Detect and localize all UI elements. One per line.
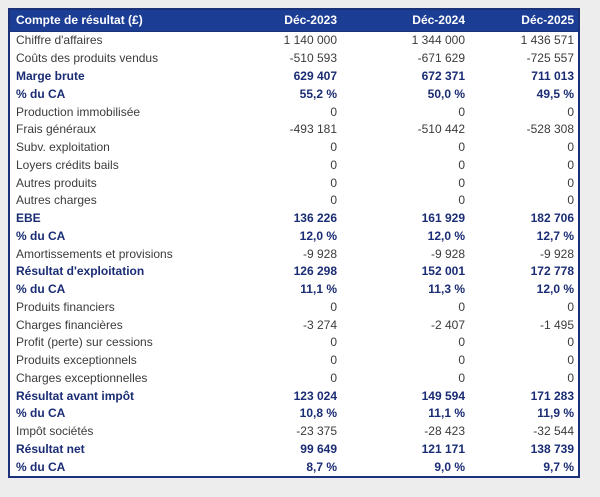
row-value: 1 436 571 xyxy=(520,33,574,48)
row-value: 136 226 xyxy=(293,211,337,226)
row-value: 0 xyxy=(330,353,337,368)
row-value: 11,1 % xyxy=(428,406,465,421)
row-label: % du CA xyxy=(16,282,66,297)
row-value: 629 407 xyxy=(293,69,337,84)
row-value: -23 375 xyxy=(296,424,337,439)
row-value: 0 xyxy=(567,335,574,350)
column-header-dec-2025: Déc-2025 xyxy=(469,9,579,31)
row-value: 50,0 % xyxy=(427,86,465,101)
row-value: 123 024 xyxy=(293,388,337,403)
row-value: 172 778 xyxy=(530,264,574,279)
table-row xyxy=(9,174,579,192)
column-header-dec-2023: Déc-2023 xyxy=(221,9,341,31)
row-value: 0 xyxy=(330,157,337,172)
row-label: Subv. exploitation xyxy=(16,140,110,155)
row-value: 12,0 % xyxy=(427,228,465,243)
table-row xyxy=(9,369,579,387)
row-label: Autres charges xyxy=(16,193,97,208)
row-label: Chiffre d'affaires xyxy=(16,33,103,48)
row-value: -510 442 xyxy=(417,122,465,137)
row-value: 0 xyxy=(567,299,574,314)
row-label: Résultat net xyxy=(16,441,85,456)
row-value: 182 706 xyxy=(530,211,574,226)
table-row xyxy=(9,440,579,458)
row-value: 0 xyxy=(567,157,574,172)
row-value: 0 xyxy=(330,175,337,190)
row-label: Amortissements et provisions xyxy=(16,246,173,261)
row-value: 0 xyxy=(567,104,574,119)
table-row xyxy=(9,262,579,280)
row-value: -32 544 xyxy=(533,424,574,439)
row-value: 0 xyxy=(458,140,465,155)
row-label: % du CA xyxy=(16,406,66,421)
row-value: 1 344 000 xyxy=(411,33,465,48)
row-value: 0 xyxy=(458,370,465,385)
table-row xyxy=(9,85,579,103)
table-row xyxy=(9,103,579,121)
row-label: Produits exceptionnels xyxy=(16,353,137,368)
row-value: -9 928 xyxy=(430,246,465,261)
table-row xyxy=(9,387,579,405)
row-label: Produits financiers xyxy=(16,299,115,314)
table-row xyxy=(9,209,579,227)
row-label: Autres produits xyxy=(16,175,97,190)
row-value: 11,3 % xyxy=(428,282,465,297)
row-label: Charges exceptionnelles xyxy=(16,370,148,385)
row-value: -528 308 xyxy=(526,122,574,137)
header-row xyxy=(9,9,579,31)
table-row xyxy=(9,31,579,49)
row-value: 0 xyxy=(330,370,337,385)
row-value: 11,9 % xyxy=(537,406,574,421)
column-header-dec-2024: Déc-2024 xyxy=(341,9,469,31)
row-label: Production immobilisée xyxy=(16,104,141,119)
row-value: -510 593 xyxy=(289,51,337,66)
row-value: 0 xyxy=(458,353,465,368)
income-statement-table xyxy=(8,8,580,478)
row-value: 10,8 % xyxy=(299,406,337,421)
table-row xyxy=(9,120,579,138)
row-label: % du CA xyxy=(16,459,66,474)
row-value: -2 407 xyxy=(430,317,465,332)
row-value: 171 283 xyxy=(530,388,574,403)
row-value: 672 371 xyxy=(421,69,465,84)
row-value: -671 629 xyxy=(417,51,465,66)
row-value: 12,0 % xyxy=(536,282,574,297)
income-statement-table-container xyxy=(8,8,580,478)
row-value: -725 557 xyxy=(526,51,574,66)
row-label: Loyers crédits bails xyxy=(16,157,119,172)
row-value: 0 xyxy=(458,157,465,172)
table-row xyxy=(9,191,579,209)
table-row xyxy=(9,67,579,85)
row-label: Coûts des produits vendus xyxy=(16,51,159,66)
row-value: 8,7 % xyxy=(306,459,337,474)
row-value: 0 xyxy=(330,140,337,155)
row-value: -3 274 xyxy=(302,317,337,332)
row-label: % du CA xyxy=(16,86,66,101)
row-value: 0 xyxy=(567,353,574,368)
row-value: -28 423 xyxy=(424,424,465,439)
table-row xyxy=(9,245,579,263)
table-row xyxy=(9,227,579,245)
row-value: 0 xyxy=(330,104,337,119)
table-row xyxy=(9,49,579,67)
row-value: 0 xyxy=(458,299,465,314)
row-value: 12,0 % xyxy=(299,228,337,243)
row-value: 12,7 % xyxy=(536,228,574,243)
row-value: 152 001 xyxy=(421,264,465,279)
table-row xyxy=(9,316,579,334)
row-value: 9,7 % xyxy=(543,459,574,474)
row-value: 121 171 xyxy=(421,441,465,456)
row-value: 0 xyxy=(567,140,574,155)
row-label: % du CA xyxy=(16,228,66,243)
row-value: -9 928 xyxy=(302,246,337,261)
row-value: 0 xyxy=(458,104,465,119)
row-value: 0 xyxy=(330,335,337,350)
table-body xyxy=(9,31,579,477)
row-value: 0 xyxy=(567,370,574,385)
row-value: 0 xyxy=(567,193,574,208)
row-value: 0 xyxy=(458,193,465,208)
row-value: 0 xyxy=(567,175,574,190)
row-value: 149 594 xyxy=(421,388,465,403)
table-row xyxy=(9,156,579,174)
table-row xyxy=(9,404,579,422)
table-row xyxy=(9,458,579,477)
row-label: Marge brute xyxy=(16,69,85,84)
row-value: 161 929 xyxy=(421,211,465,226)
row-value: 0 xyxy=(330,299,337,314)
row-value: 1 140 000 xyxy=(283,33,337,48)
row-value: 99 649 xyxy=(300,441,337,456)
row-value: -1 495 xyxy=(539,317,574,332)
row-label: Résultat avant impôt xyxy=(16,388,135,403)
table-row xyxy=(9,333,579,351)
table-row xyxy=(9,351,579,369)
table-header xyxy=(9,9,579,31)
row-value: 9,0 % xyxy=(434,459,465,474)
row-value: 126 298 xyxy=(293,264,337,279)
row-label: Profit (perte) sur cessions xyxy=(16,335,153,350)
row-value: 49,5 % xyxy=(536,86,574,101)
table-row xyxy=(9,298,579,316)
row-value: 11,1 % xyxy=(300,282,337,297)
table-row xyxy=(9,280,579,298)
row-value: 55,2 % xyxy=(299,86,337,101)
row-value: 0 xyxy=(330,193,337,208)
row-label: Résultat d'exploitation xyxy=(16,264,145,279)
row-value: 711 013 xyxy=(531,69,574,84)
row-label: Impôt sociétés xyxy=(16,424,94,439)
row-value: 138 739 xyxy=(530,441,574,456)
table-row xyxy=(9,422,579,440)
row-value: 0 xyxy=(458,335,465,350)
row-label: EBE xyxy=(16,211,41,226)
row-value: 0 xyxy=(458,175,465,190)
row-label: Charges financières xyxy=(16,317,123,332)
row-value: -493 181 xyxy=(289,122,337,137)
table-row xyxy=(9,138,579,156)
table-title: Compte de résultat (£) xyxy=(9,9,221,31)
row-value: -9 928 xyxy=(539,246,574,261)
row-label: Frais généraux xyxy=(16,122,97,137)
